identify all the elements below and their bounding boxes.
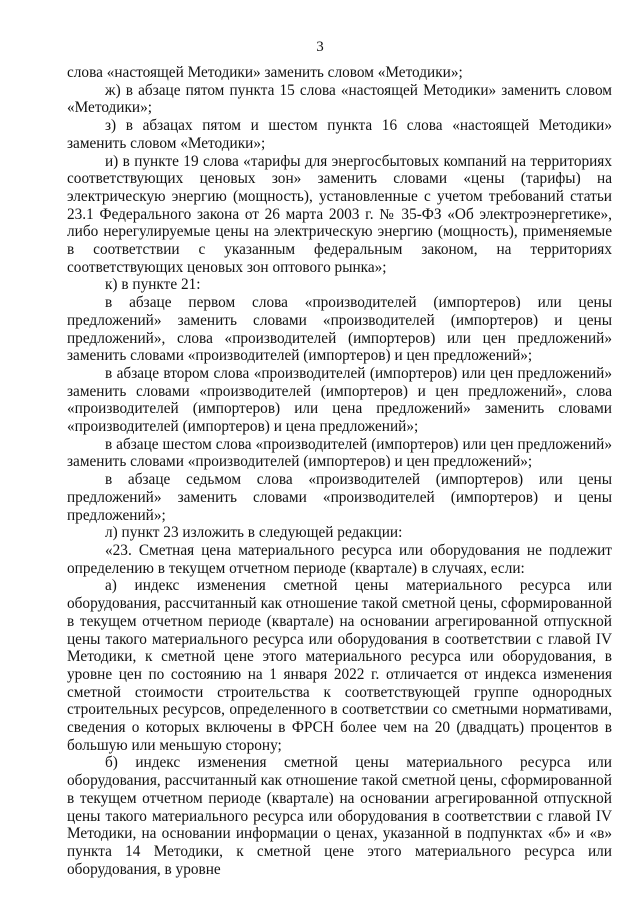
paragraph: з) в абзацах пятом и шестом пункта 16 слова «настоящей Методики» заменить словом «Методики»;: [67, 117, 612, 152]
paragraph: в абзаце втором слова «производителей (импортеров) или цен предложений» заменить словами «производителей (импортеров) и цен предложений», слова «производителей (импортеров) или цена предложений» заменить словами «производителей (импортеров) и цена предложений»;: [67, 364, 612, 436]
paragraph: л) пункт 23 изложить в следующей редакции:: [105, 524, 403, 542]
paragraph: к) в пункте 21:: [105, 276, 201, 294]
paragraph: а) индекс изменения сметной цены материального ресурса или оборудования, рассчитанный как отношение такой сметной цены, сформированной в текущем отчетном периоде (квартале) на основании агрегированной отпускной цены такого материального ресурса или оборудования в соответствии с главой IV Методики, к сметной цене этого материального ресурса или оборудования, в уровне цен по состоянию на 1 января 2022 г. отличается от индекса изменения сметной стоимости строительства к соответствующей группе однородных строительных ресурсов, определенного в соответствии со сметными нормативами, сведения о которых включены в ФРСН более чем на 20 (двадцать) процентов в большую или меньшую сторону;: [67, 577, 612, 754]
paragraph: слова «настоящей Методики» заменить словом «Методики»;: [67, 64, 463, 81]
page-number: 3: [316, 39, 324, 55]
paragraph: в абзаце шестом слова «производителей (импортеров) или цен предложений» заменить словами «производителей (импортеров) и цен предложений»;: [67, 435, 612, 471]
paragraph: б) индекс изменения сметной цены материального ресурса или оборудования, рассчитанный как отношение такой сметной цены, сформированной в текущем отчетном периоде (квартале) на основании агрегированной отпускной цены такого материального ресурса или оборудования в соответствии с главой IV Методики, на основании информации о ценах, указанной в подпунктах «б» и «в» пункта 14 Методики, к сметной цене этого материального ресурса или оборудования, в уровне: [67, 754, 612, 878]
paragraph: в абзаце первом слова «производителей (импортеров) или цены предложений» заменить словами «производителей (импортеров) и цены предложений», слова «производителей (импортеров) или цен предложений» заменить словами «производителей (импортеров) и цен предложений»;: [67, 294, 612, 365]
paragraph: и) в пункте 19 слова «тарифы для энергосбытовых компаний на территориях соответствующих ценовых зон» заменить словами «цены (тарифы) на электрическую энергию (мощность), установленные с учетом требований статьи 23.1 Федерального закона от 26 марта 2003 г. № 35-ФЗ «Об электроэнергетике», либо нерегулируемые цены на электрическую энергию (мощность), применяемые в соответствии с указанным федеральным законом, на территориях соответствующих ценовых зон оптового рынка»;: [67, 152, 612, 276]
paragraph: «23. Сметная цена материального ресурса или оборудования не подлежит определению в текущем отчетном периоде (квартале) в случаях, если:: [67, 541, 612, 577]
paragraph: в абзаце седьмом слова «производителей (импортеров) или цены предложений» заменить словами «производителей (импортеров) и цены предложений»;: [67, 471, 612, 524]
paragraph: ж) в абзаце пятом пункта 15 слова «настоящей Методики» заменить словом «Методики»;: [67, 81, 612, 117]
document-body: [67, 64, 612, 878]
